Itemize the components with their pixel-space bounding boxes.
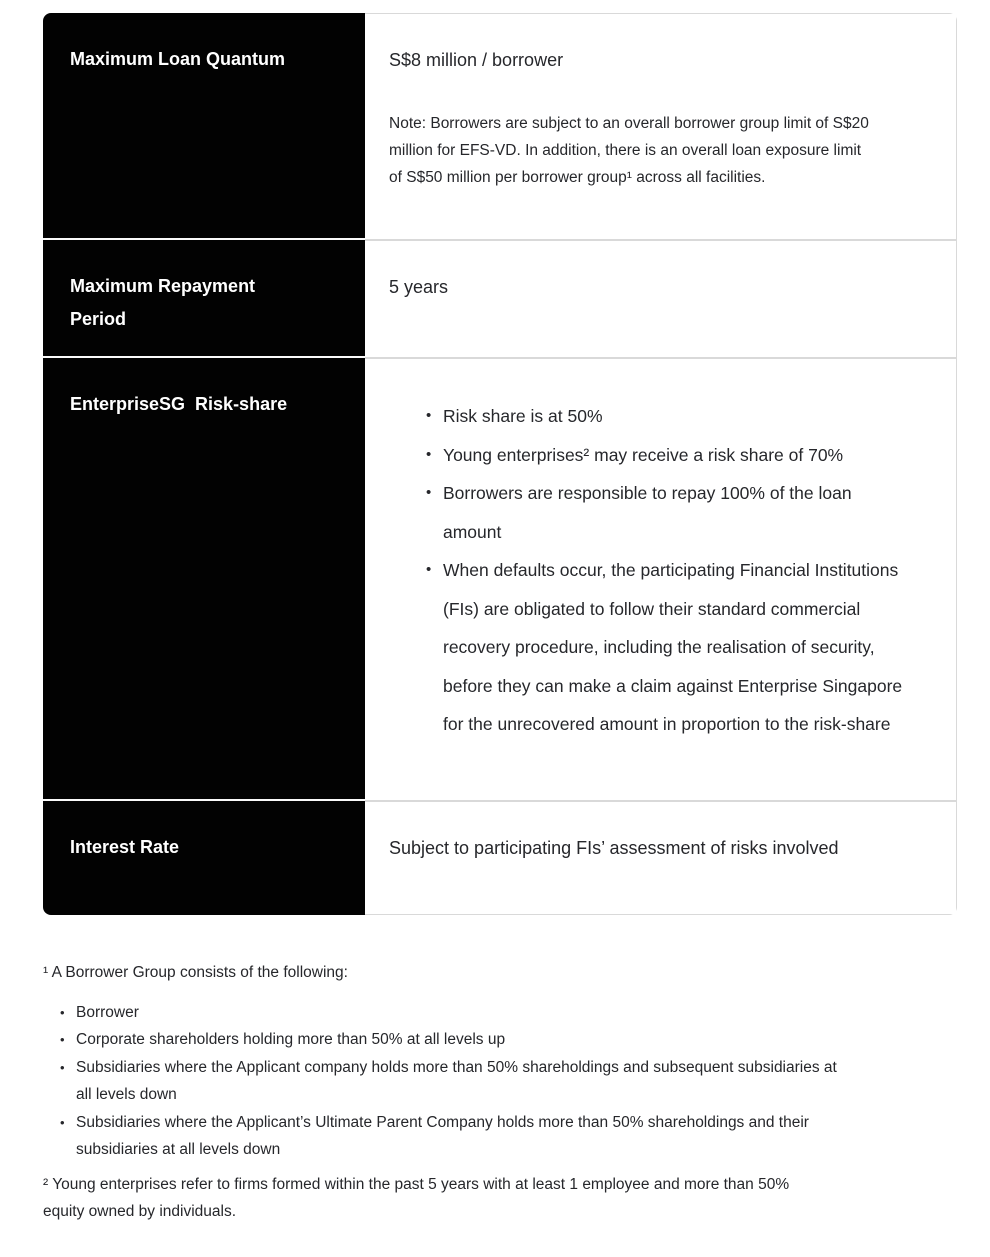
footnote-borrower-group-intro: ¹ A Borrower Group consists of the following: <box>43 964 348 981</box>
footnotes-section <box>43 959 957 1226</box>
row-value-maximum-repayment-period <box>365 240 957 358</box>
loan-details-table <box>43 13 957 915</box>
loan-quantum-note: Note: Borrowers are subject to an overall borrower group limit of S$20 million for EFS-VD. In addition, there is an overall loan exposure limit of S$50 million per borrower group¹ across all facilities. <box>389 115 869 186</box>
list-item: • Corporate shareholders holding more than 50% at all levels up <box>76 1026 846 1054</box>
row-value-maximum-loan-quantum <box>365 13 957 240</box>
list-item: • Risk share is at 50% <box>443 397 903 436</box>
risk-share-bullet-list <box>389 397 926 744</box>
list-item: • Borrower <box>76 999 846 1027</box>
footnote-young-enterprises: ² Young enterprises refer to firms formed within the past 5 years with at least 1 employee and more than 50% equity owned by individuals. <box>43 1175 790 1220</box>
borrower-group-list <box>43 999 957 1164</box>
row-value-interest-rate <box>365 801 957 915</box>
list-item: • Subsidiaries where the Applicant’s Ultimate Parent Company holds more than 50% shareholdings and their subsidiaries at all levels down <box>76 1109 846 1164</box>
loan-quantum-value: S$8 million / borrower <box>389 50 564 70</box>
row-label-risk-share: EnterpriseSG Risk-share <box>43 358 365 801</box>
list-item: • Borrowers are responsible to repay 100% of the loan amount <box>443 474 903 551</box>
table-row-maximum-loan-quantum <box>43 13 957 240</box>
row-label-interest-rate: Interest Rate <box>43 801 365 915</box>
interest-rate-value: Subject to participating FIs’ assessment of risks involved <box>389 838 839 858</box>
table-row-maximum-repayment-period <box>43 240 957 358</box>
row-value-risk-share <box>365 358 957 801</box>
repayment-period-value: 5 years <box>389 277 449 297</box>
list-item: • Subsidiaries where the Applicant company holds more than 50% shareholdings and subsequent subsidiaries at all levels down <box>76 1054 846 1109</box>
table-row-interest-rate <box>43 801 957 915</box>
list-item: • Young enterprises² may receive a risk share of 70% <box>443 436 903 475</box>
row-label-maximum-repayment-period: Maximum Repayment Period <box>43 240 365 358</box>
table-row-risk-share <box>43 358 957 801</box>
list-item: • When defaults occur, the participating Financial Institutions (FIs) are obligated to follow their standard commercial recovery procedure, including the realisation of security, before they can make a claim against Enterprise Singapore for the unrecovered amount in proportion to the risk-share <box>443 551 903 744</box>
row-label-maximum-loan-quantum: Maximum Loan Quantum <box>43 13 365 240</box>
